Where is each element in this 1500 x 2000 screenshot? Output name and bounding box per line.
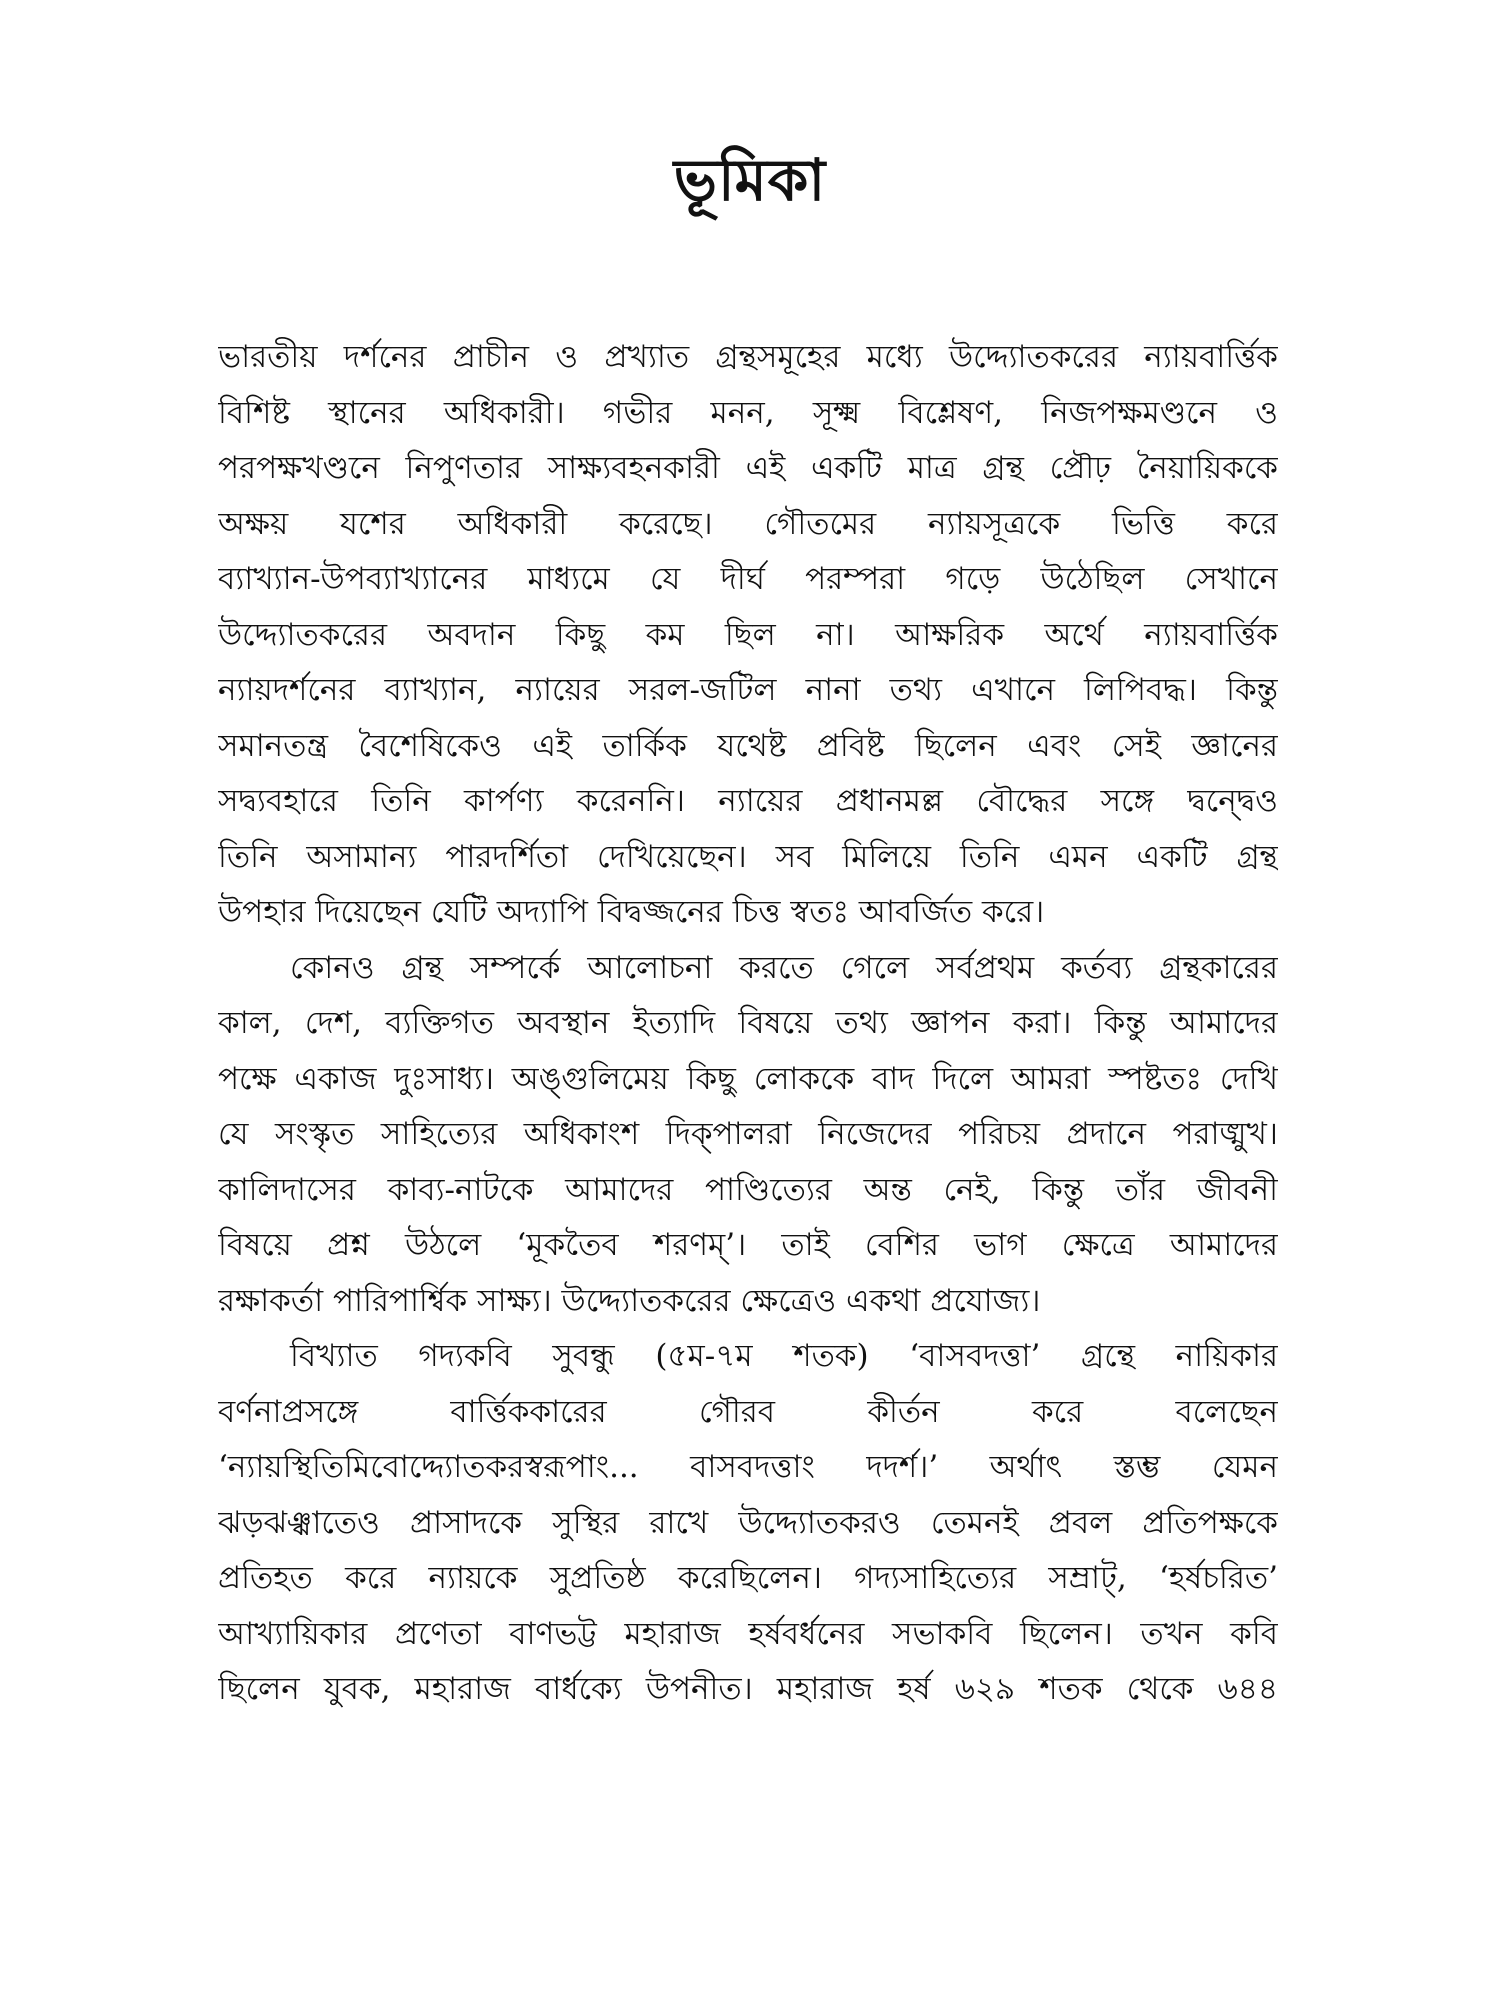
text-line: রক্ষাকর্তা পারিপার্শ্বিক সাক্ষ্য। উদ্দ্যোতকরের ক্ষেত্রেও একথা প্রযোজ্য। xyxy=(218,1282,1041,1319)
text-line: সমানতন্ত্র বৈশেষিকেও এই তার্কিক যথেষ্ট প্রবিষ্ট ছিলেন এবং সেই জ্ঞানের xyxy=(218,727,1278,764)
text-line: বিখ্যাত গদ্যকবি সুবন্ধু (৫ম-৭ম শতক) ‘বাসবদত্তা’ গ্রন্থে নায়িকার xyxy=(290,1338,1278,1374)
paragraph-1 xyxy=(218,330,1278,941)
text-line: যে সংস্কৃত সাহিত্যের অধিকাংশ দিক্‌পালরা নিজেদের পরিচয় প্রদানে পরাঙ্মুখ। xyxy=(218,1116,1278,1152)
page-title: ভূমিকা xyxy=(673,146,827,214)
text-line: পক্ষে একাজ দুঃসাধ্য। অঙ্গুলিমেয় কিছু লোককে বাদ দিলে আমরা স্পষ্টতঃ দেখি xyxy=(218,1060,1278,1097)
text-line: পরপক্ষখণ্ডনে নিপুণতার সাক্ষ্যবহনকারী এই একটি মাত্র গ্রন্থ প্রৌঢ় নৈয়ায়িককে xyxy=(218,450,1278,486)
text-line: ‘ন্যায়স্থিতিমিবোদ্দ্যোতকরস্বরূপাং... বাসবদত্তাং দদর্শ।’ অর্থাৎ স্তম্ভ যেমন xyxy=(218,1449,1278,1485)
text-line: কোনও গ্রন্থ সম্পর্কে আলোচনা করতে গেলে সর্বপ্রথম কর্তব্য গ্রন্থকারের xyxy=(290,949,1278,986)
text-line: প্রতিহত করে ন্যায়কে সুপ্রতিষ্ঠ করেছিলেন। গদ্যসাহিত্যের সম্রাট্, ‘হর্ষচরিত’ xyxy=(218,1560,1278,1596)
paragraph-2 xyxy=(218,941,1278,1330)
text-line: ব্যাখ্যান-উপব্যাখ্যানের মাধ্যমে যে দীর্ঘ পরম্পরা গড়ে উঠেছিল সেখানে xyxy=(218,561,1278,597)
text-line: অক্ষয় যশের অধিকারী করেছে। গৌতমের ন্যায়সূত্রকে ভিত্তি করে xyxy=(218,505,1278,542)
text-line: ভারতীয় দর্শনের প্রাচীন ও প্রখ্যাত গ্রন্থসমূহের মধ্যে উদ্দ্যোতকরের ন্যায়বার্ত্তিক xyxy=(218,339,1278,375)
text-line: উপহার দিয়েছেন যেটি অদ্যাপি বিদ্বজ্জনের চিত্ত স্বতঃ আবর্জিত করে। xyxy=(218,894,1045,930)
text-line: বিষয়ে প্রশ্ন উঠলে ‘মূকতৈব শরণম্’। তাই বেশির ভাগ ক্ষেত্রে আমাদের xyxy=(218,1227,1278,1263)
text-line: কালিদাসের কাব্য-নাটকে আমাদের পাণ্ডিত্যের অন্ত নেই, কিন্তু তাঁর জীবনী xyxy=(218,1171,1278,1208)
text-line: বর্ণনাপ্রসঙ্গে বার্ত্তিককারের গৌরব কীর্তন করে বলেছেন xyxy=(218,1393,1278,1430)
text-line: আখ্যায়িকার প্রণেতা বাণভট্ট মহারাজ হর্ষবর্ধনের সভাকবি ছিলেন। তখন কবি xyxy=(218,1615,1278,1652)
text-line: ছিলেন যুবক, মহারাজ বার্ধক্যে উপনীত। মহারাজ হর্ষ ৬২৯ শতক থেকে ৬৪৪ xyxy=(218,1671,1278,1707)
text-line: সদ্ব্যবহারে তিনি কার্পণ্য করেননি। ন্যায়ের প্রধানমল্ল বৌদ্ধের সঙ্গে দ্বন্দ্বেও xyxy=(218,783,1278,819)
text-line: ঝড়ঝঞ্ঝাতেও প্রাসাদকে সুস্থির রাখে উদ্দ্যোতকরও তেমনই প্রবল প্রতিপক্ষকে xyxy=(218,1504,1278,1541)
text-line: তিনি অসামান্য পারদর্শিতা দেখিয়েছেন। সব মিলিয়ে তিনি এমন একটি গ্রন্থ xyxy=(218,838,1278,875)
text-line: উদ্দ্যোতকরের অবদান কিছু কম ছিল না। আক্ষরিক অর্থে ন্যায়বার্ত্তিক xyxy=(218,616,1278,653)
text-line: কাল, দেশ, ব্যক্তিগত অবস্থান ইত্যাদি বিষয়ে তথ্য জ্ঞাপন করা। কিন্তু আমাদের xyxy=(218,1005,1278,1041)
paragraph-3 xyxy=(218,1329,1278,1718)
body-text xyxy=(218,330,1278,1718)
text-line: ন্যায়দর্শনের ব্যাখ্যান, ন্যায়ের সরল-জটিল নানা তথ্য এখানে লিপিবদ্ধ। কিন্তু xyxy=(218,672,1278,708)
text-line: বিশিষ্ট স্থানের অধিকারী। গভীর মনন, সূক্ষ্ম বিশ্লেষণ, নিজপক্ষমণ্ডনে ও xyxy=(218,394,1278,431)
